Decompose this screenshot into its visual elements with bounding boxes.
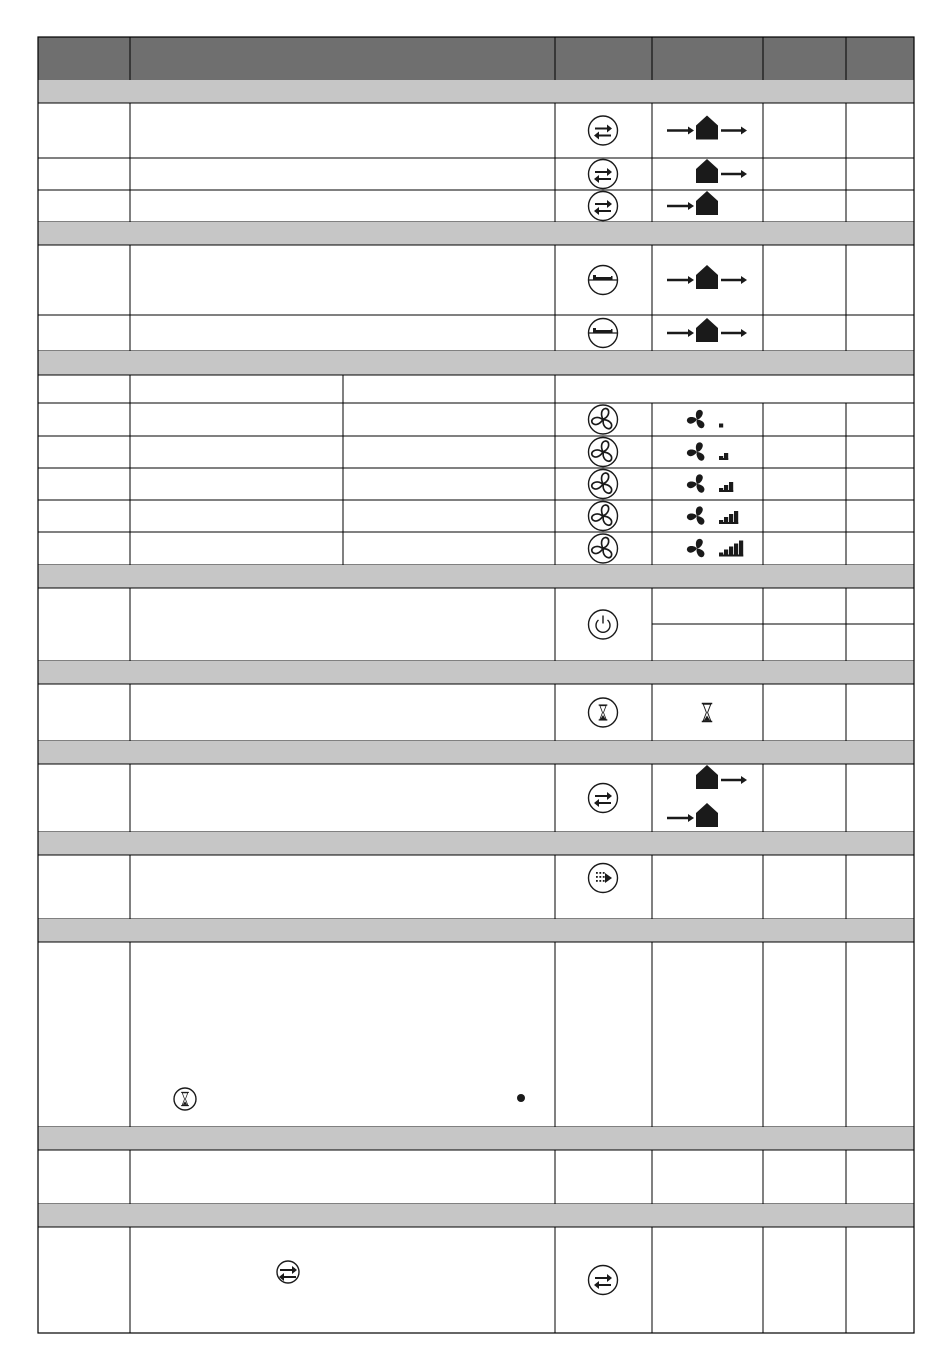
table-header xyxy=(38,37,914,80)
bed-icon xyxy=(589,319,618,348)
hourglass-icon xyxy=(174,1088,196,1110)
fan-solid-icon xyxy=(686,409,706,429)
swap-arrows-icon xyxy=(589,160,618,189)
house-flow-in-icon xyxy=(667,191,718,215)
fan-icon xyxy=(589,534,618,563)
house-flow-both-icon xyxy=(667,318,747,342)
swap-arrows-icon xyxy=(589,1266,618,1295)
section-band xyxy=(38,80,914,103)
fan-solid-icon xyxy=(686,442,706,462)
hourglass-icon xyxy=(589,698,618,727)
grid-arrow-icon xyxy=(589,864,618,893)
section-band xyxy=(38,351,914,375)
fan-icon xyxy=(589,438,618,467)
fan-icon xyxy=(589,470,618,499)
fan-solid-icon xyxy=(686,474,706,494)
house-flow-out-icon xyxy=(696,765,747,789)
house-flow-out-icon xyxy=(696,159,747,183)
speed-bars-icon xyxy=(719,482,733,492)
fan-solid-icon xyxy=(686,538,706,558)
speed-bars-icon xyxy=(719,424,723,428)
fan-solid-icon xyxy=(686,506,706,526)
section-band xyxy=(38,565,914,588)
section-band xyxy=(38,919,914,942)
swap-arrows-icon xyxy=(589,116,618,145)
speed-bars-icon xyxy=(719,511,738,524)
section-band xyxy=(38,222,914,245)
house-flow-both-icon xyxy=(667,116,747,140)
section-band xyxy=(38,741,914,764)
bullet-dot-icon xyxy=(517,1094,525,1102)
fan-icon xyxy=(589,502,618,531)
swap-arrows-icon xyxy=(277,1261,299,1283)
swap-arrows-icon xyxy=(589,192,618,221)
section-band xyxy=(38,661,914,684)
section-band xyxy=(38,1127,914,1150)
house-flow-both-icon xyxy=(667,265,747,289)
swap-arrows-icon xyxy=(589,784,618,813)
speed-bars-icon xyxy=(719,541,743,557)
power-icon xyxy=(589,610,618,639)
section-band xyxy=(38,832,914,855)
hourglass-icon xyxy=(702,704,713,722)
fan-icon xyxy=(589,405,618,434)
section-band xyxy=(38,1204,914,1227)
speed-bars-icon xyxy=(719,453,728,460)
bed-icon xyxy=(589,266,618,295)
house-flow-in-icon xyxy=(667,803,718,827)
